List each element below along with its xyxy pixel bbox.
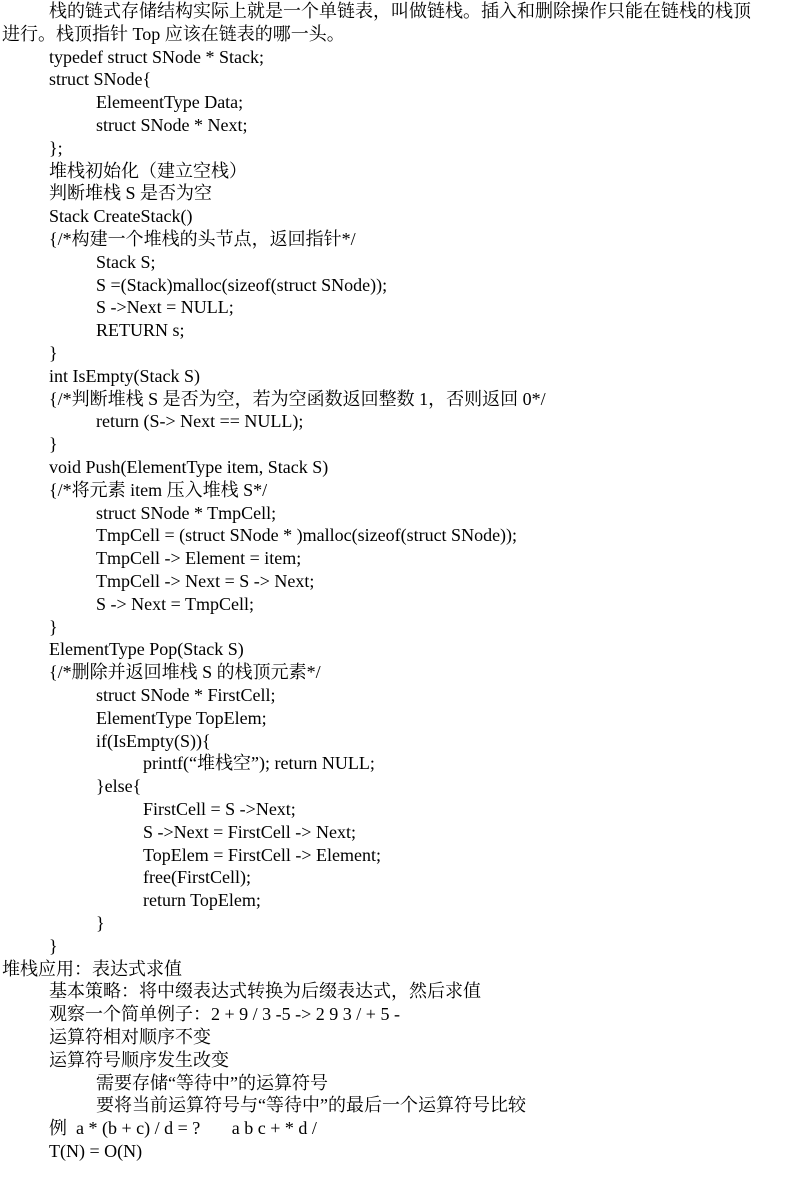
text-line: struct SNode * TmpCell; — [96, 502, 277, 523]
text-line: 观察一个简单例子：2 + 9 / 3 -5 -> 2 9 3 / + 5 - — [49, 1004, 400, 1025]
text-line: {/*将元素 item 压入堆栈 S*/ — [49, 479, 268, 500]
text-line: S =(Stack)malloc(sizeof(struct SNode)); — [96, 274, 388, 295]
text-line: 判断堆栈 S 是否为空 — [49, 183, 213, 204]
text-line: } — [96, 913, 105, 933]
text-line: struct SNode * FirstCell; — [96, 685, 276, 705]
text-line: FirstCell = S ->Next; — [143, 799, 296, 819]
text-line: ElementType Pop(Stack S) — [49, 639, 244, 660]
text-line: {/*判断堆栈 S 是否为空，若为空函数返回整数 1，否则返回 0*/ — [49, 388, 546, 409]
text-line: 运算符号顺序发生改变 — [49, 1049, 229, 1070]
text-line: T(N) = O(N) — [49, 1141, 143, 1161]
text-line: if(IsEmpty(S)){ — [96, 730, 211, 751]
text-line: 堆栈初始化（建立空栈） — [49, 160, 247, 181]
text-line: struct SNode * Next; — [96, 115, 248, 135]
text-line: {/*删除并返回堆栈 S 的栈顶元素*/ — [49, 662, 321, 683]
text-line: typedef struct SNode * Stack; — [49, 46, 264, 67]
text-line: } — [49, 935, 58, 956]
text-line: return (S-> Next == NULL); — [96, 411, 304, 432]
text-line: {/*构建一个堆栈的头节点，返回指针*/ — [49, 229, 356, 249]
text-line: struct SNode{ — [49, 69, 152, 90]
text-line: 堆栈应用：表达式求值 — [2, 958, 182, 979]
text-line: 运算符相对顺序不变 — [49, 1027, 211, 1047]
text-line: void Push(ElementType item, Stack S) — [49, 457, 329, 477]
text-line: TmpCell -> Element = item; — [96, 548, 302, 569]
text-line: int IsEmpty(Stack S) — [49, 365, 200, 386]
text-line: ElementType TopElem; — [96, 707, 267, 728]
text-line: } — [49, 616, 58, 637]
text-line: S ->Next = NULL; — [96, 297, 234, 318]
text-line: }; — [49, 137, 63, 158]
text-line: 需要存储“等待中”的运算符号 — [96, 1072, 328, 1093]
text-line: } — [49, 343, 58, 363]
text-line: 基本策略：将中缀表达式转换为后缀表达式，然后求值 — [49, 981, 481, 1002]
text-line: ElemeentType Data; — [96, 92, 244, 113]
text-line: 要将当前运算符号与“等待中”的最后一个运算符号比较 — [96, 1095, 526, 1116]
text-line: S -> Next = TmpCell; — [96, 593, 254, 614]
text-line: Stack CreateStack() — [49, 206, 193, 227]
text-line: TopElem = FirstCell -> Element; — [143, 844, 382, 865]
text-line: TmpCell -> Next = S -> Next; — [96, 571, 315, 591]
text-line: 栈的链式存储结构实际上就是一个单链表，叫做链栈。插入和删除操作只能在链栈的栈顶 — [49, 1, 751, 21]
text-line: }else{ — [96, 776, 142, 797]
text-line: RETURN s; — [96, 320, 185, 341]
text-line: 进行。栈顶指针 Top 应该在链表的哪一头。 — [2, 23, 345, 44]
text-line: S ->Next = FirstCell -> Next; — [143, 821, 356, 842]
text-line: Stack S; — [96, 251, 156, 272]
text-line: 例 a * (b + c) / d = ? a b c + * d / — [49, 1118, 317, 1139]
text-line: return TopElem; — [143, 890, 261, 911]
text-line: TmpCell = (struct SNode * )malloc(sizeof(struct SNode)); — [96, 525, 518, 546]
text-line: printf(“堆栈空”); return NULL; — [143, 753, 375, 774]
text-line: free(FirstCell); — [143, 867, 251, 888]
text-line: } — [49, 434, 58, 455]
